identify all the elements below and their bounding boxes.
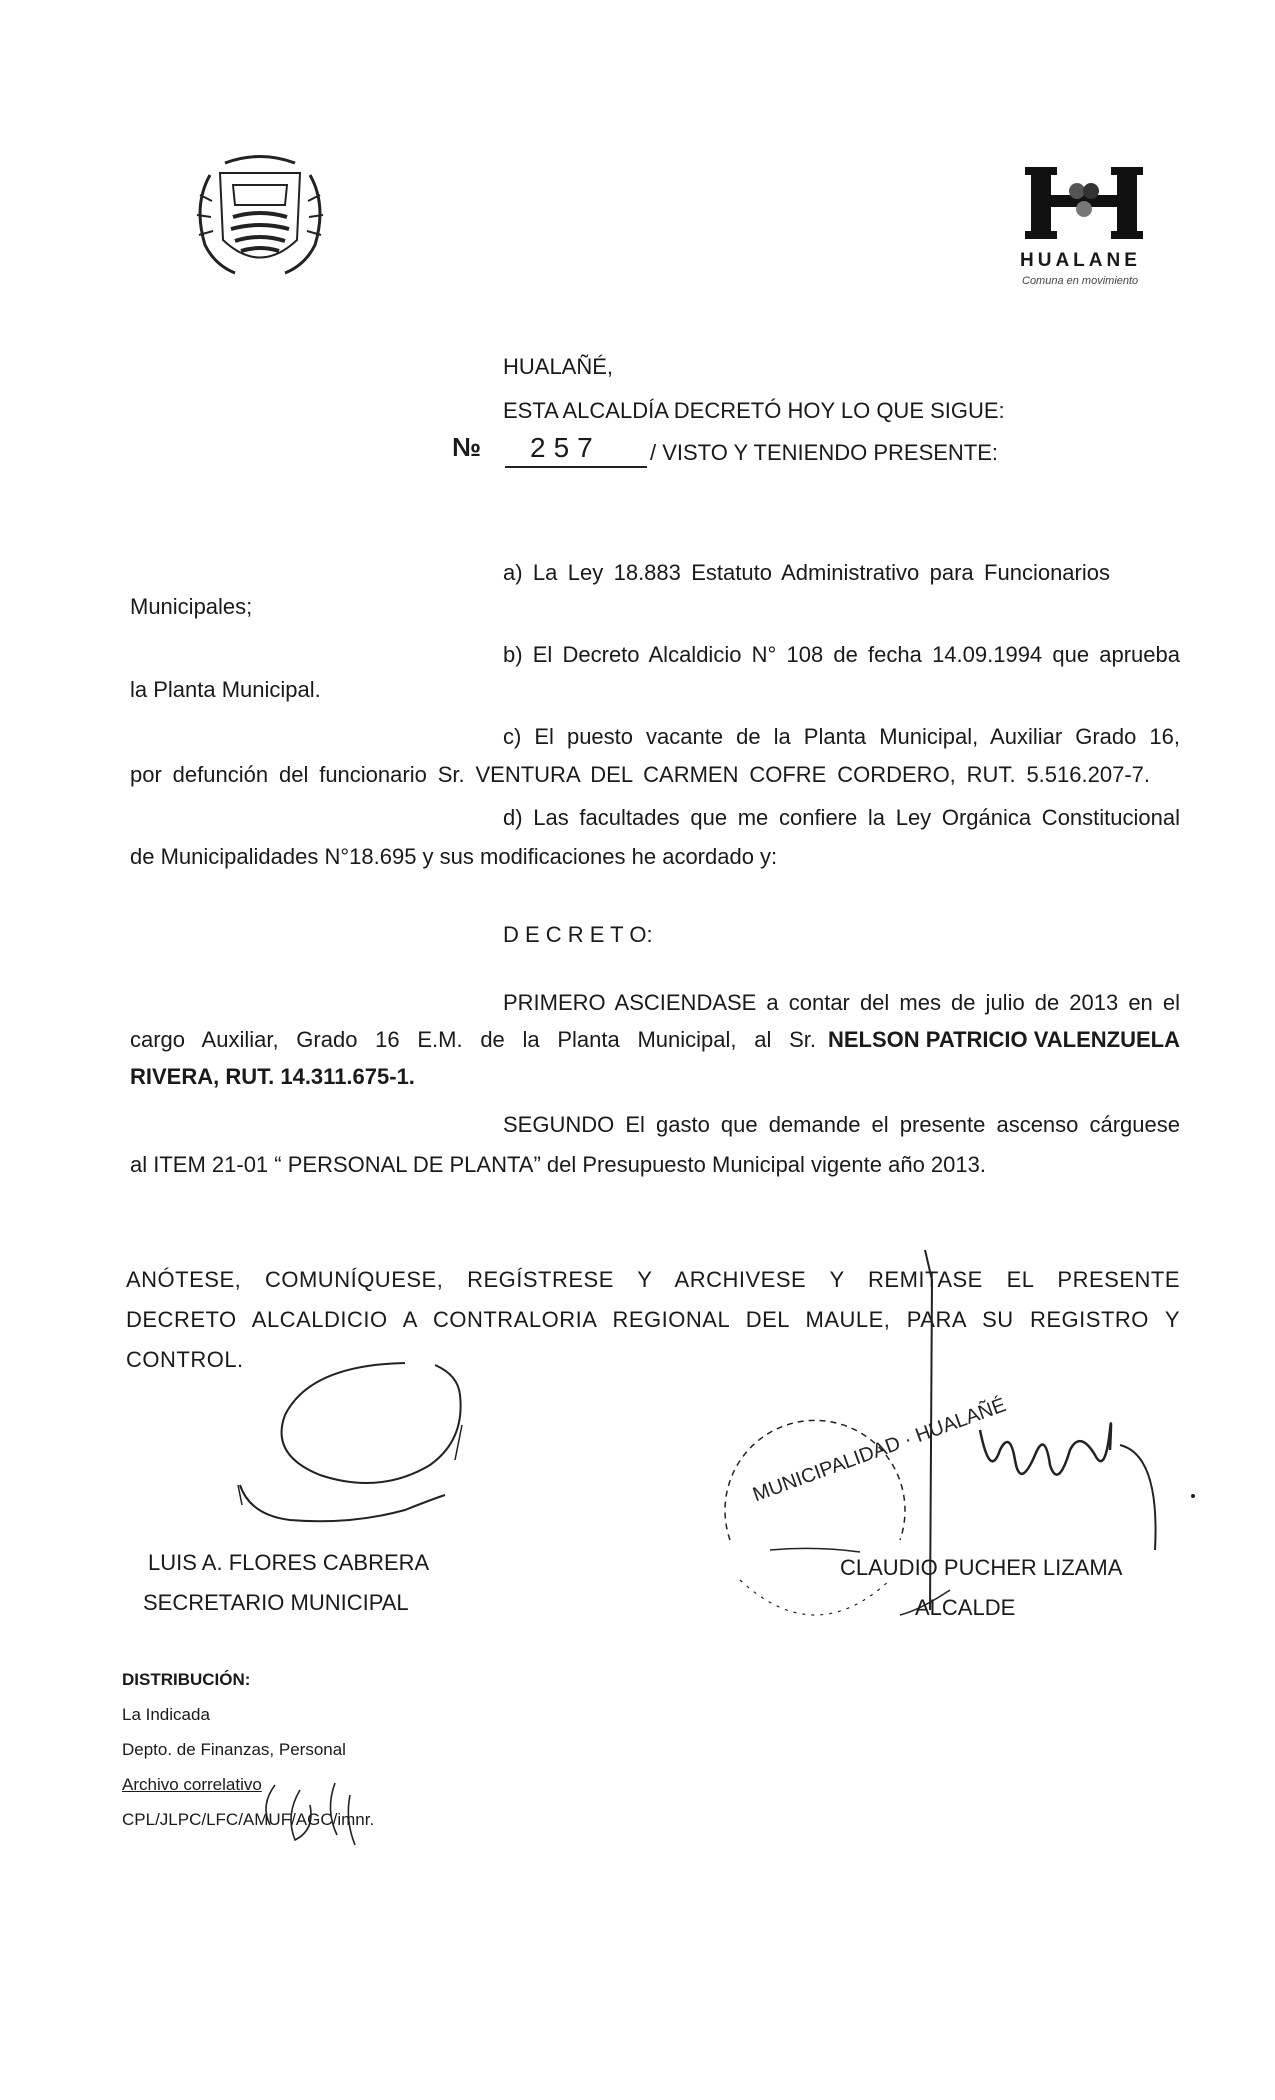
closing-line2: DECRETO ALCALDICIO A CONTRALORIA REGIONAL DEL MAULE, PARA SU REGISTRO Y <box>126 1307 1180 1332</box>
mayor-name: CLAUDIO PUCHER LIZAMA <box>840 1555 1123 1580</box>
distribution-item: La Indicada <box>122 1705 210 1724</box>
visto-line: / VISTO Y TENIENDO PRESENTE: <box>650 440 999 465</box>
decree-first-line2 <box>130 1025 1180 1055</box>
place-line: HUALAÑÉ, <box>503 354 614 379</box>
decree-number <box>505 432 647 468</box>
decree-first-line3: RIVERA, RUT. 14.311.675-1. <box>130 1064 415 1089</box>
consideration-b-line2: la Planta Municipal. <box>130 677 321 702</box>
consideration-d-line1: d) Las facultades que me confiere la Ley Orgánica Constitucional <box>503 805 1180 830</box>
distribution-item: Archivo correlativo <box>122 1775 262 1794</box>
municipality-tagline: Comuna en movimiento <box>1022 275 1139 287</box>
municipality-logo-icon <box>1025 165 1155 245</box>
decree-first-line2-text: cargo Auxiliar, Grado 16 E.M. de la Planta Municipal, al Sr. <box>130 1027 816 1052</box>
decree-number-stamp: № <box>452 432 481 462</box>
municipality-name: HUALANE <box>1020 250 1141 271</box>
decree-second-line2: al ITEM 21-01 “ PERSONAL DE PLANTA” del Presupuesto Municipal vigente año 2013. <box>130 1152 986 1177</box>
distribution-heading: DISTRIBUCIÓN: <box>122 1670 251 1689</box>
distribution-item: CPL/JLPC/LFC/AMUF/AGC/imnr. <box>122 1810 375 1829</box>
stamp-text: MUNICIPALIDAD · HUALAÑÉ <box>749 1394 1009 1507</box>
intro-line: ESTA ALCALDÍA DECRETÓ HOY LO QUE SIGUE: <box>503 398 1005 423</box>
initials-scribble-icon <box>255 1775 365 1855</box>
consideration-c-line1: c) El puesto vacante de la Planta Municipal, Auxiliar Grado 16, <box>503 724 1180 749</box>
decree-number-value: 257 <box>530 432 601 463</box>
mayor-title: ALCALDE <box>915 1595 1016 1620</box>
consideration-a-line2: Municipales; <box>130 594 253 619</box>
consideration-a-line1: a) La Ley 18.883 Estatuto Administrativo para Funcionarios <box>503 560 1110 585</box>
decree-heading: D E C R E T O: <box>503 922 653 947</box>
distribution-item: Depto. de Finanzas, Personal <box>122 1740 346 1759</box>
decree-second-line1: SEGUNDO El gasto que demande el presente ascenso cárguese <box>503 1112 1180 1137</box>
secretary-signature-icon <box>230 1345 490 1535</box>
consideration-b-line1: b) El Decreto Alcaldicio N° 108 de fecha 14.09.1994 que aprueba <box>503 642 1180 667</box>
secretary-title: SECRETARIO MUNICIPAL <box>143 1590 409 1615</box>
decree-first-line1: PRIMERO ASCIENDASE a contar del mes de julio de 2013 en el <box>503 990 1180 1015</box>
closing-line3: CONTROL. <box>126 1347 244 1372</box>
coat-of-arms-icon <box>185 145 335 285</box>
promoted-employee-name: NELSON PATRICIO VALENZUELA <box>828 1027 1180 1052</box>
consideration-d-line2: de Municipalidades N°18.695 y sus modificaciones he acordado y: <box>130 844 778 869</box>
secretary-name: LUIS A. FLORES CABRERA <box>148 1550 430 1575</box>
closing-line1: ANÓTESE, COMUNÍQUESE, REGÍSTRESE Y ARCHIVESE Y REMITASE EL PRESENTE <box>126 1267 1180 1292</box>
consideration-c-line2: por defunción del funcionario Sr. VENTURA DEL CARMEN COFRE CORDERO, RUT. 5.516.207-7. <box>130 762 1150 787</box>
